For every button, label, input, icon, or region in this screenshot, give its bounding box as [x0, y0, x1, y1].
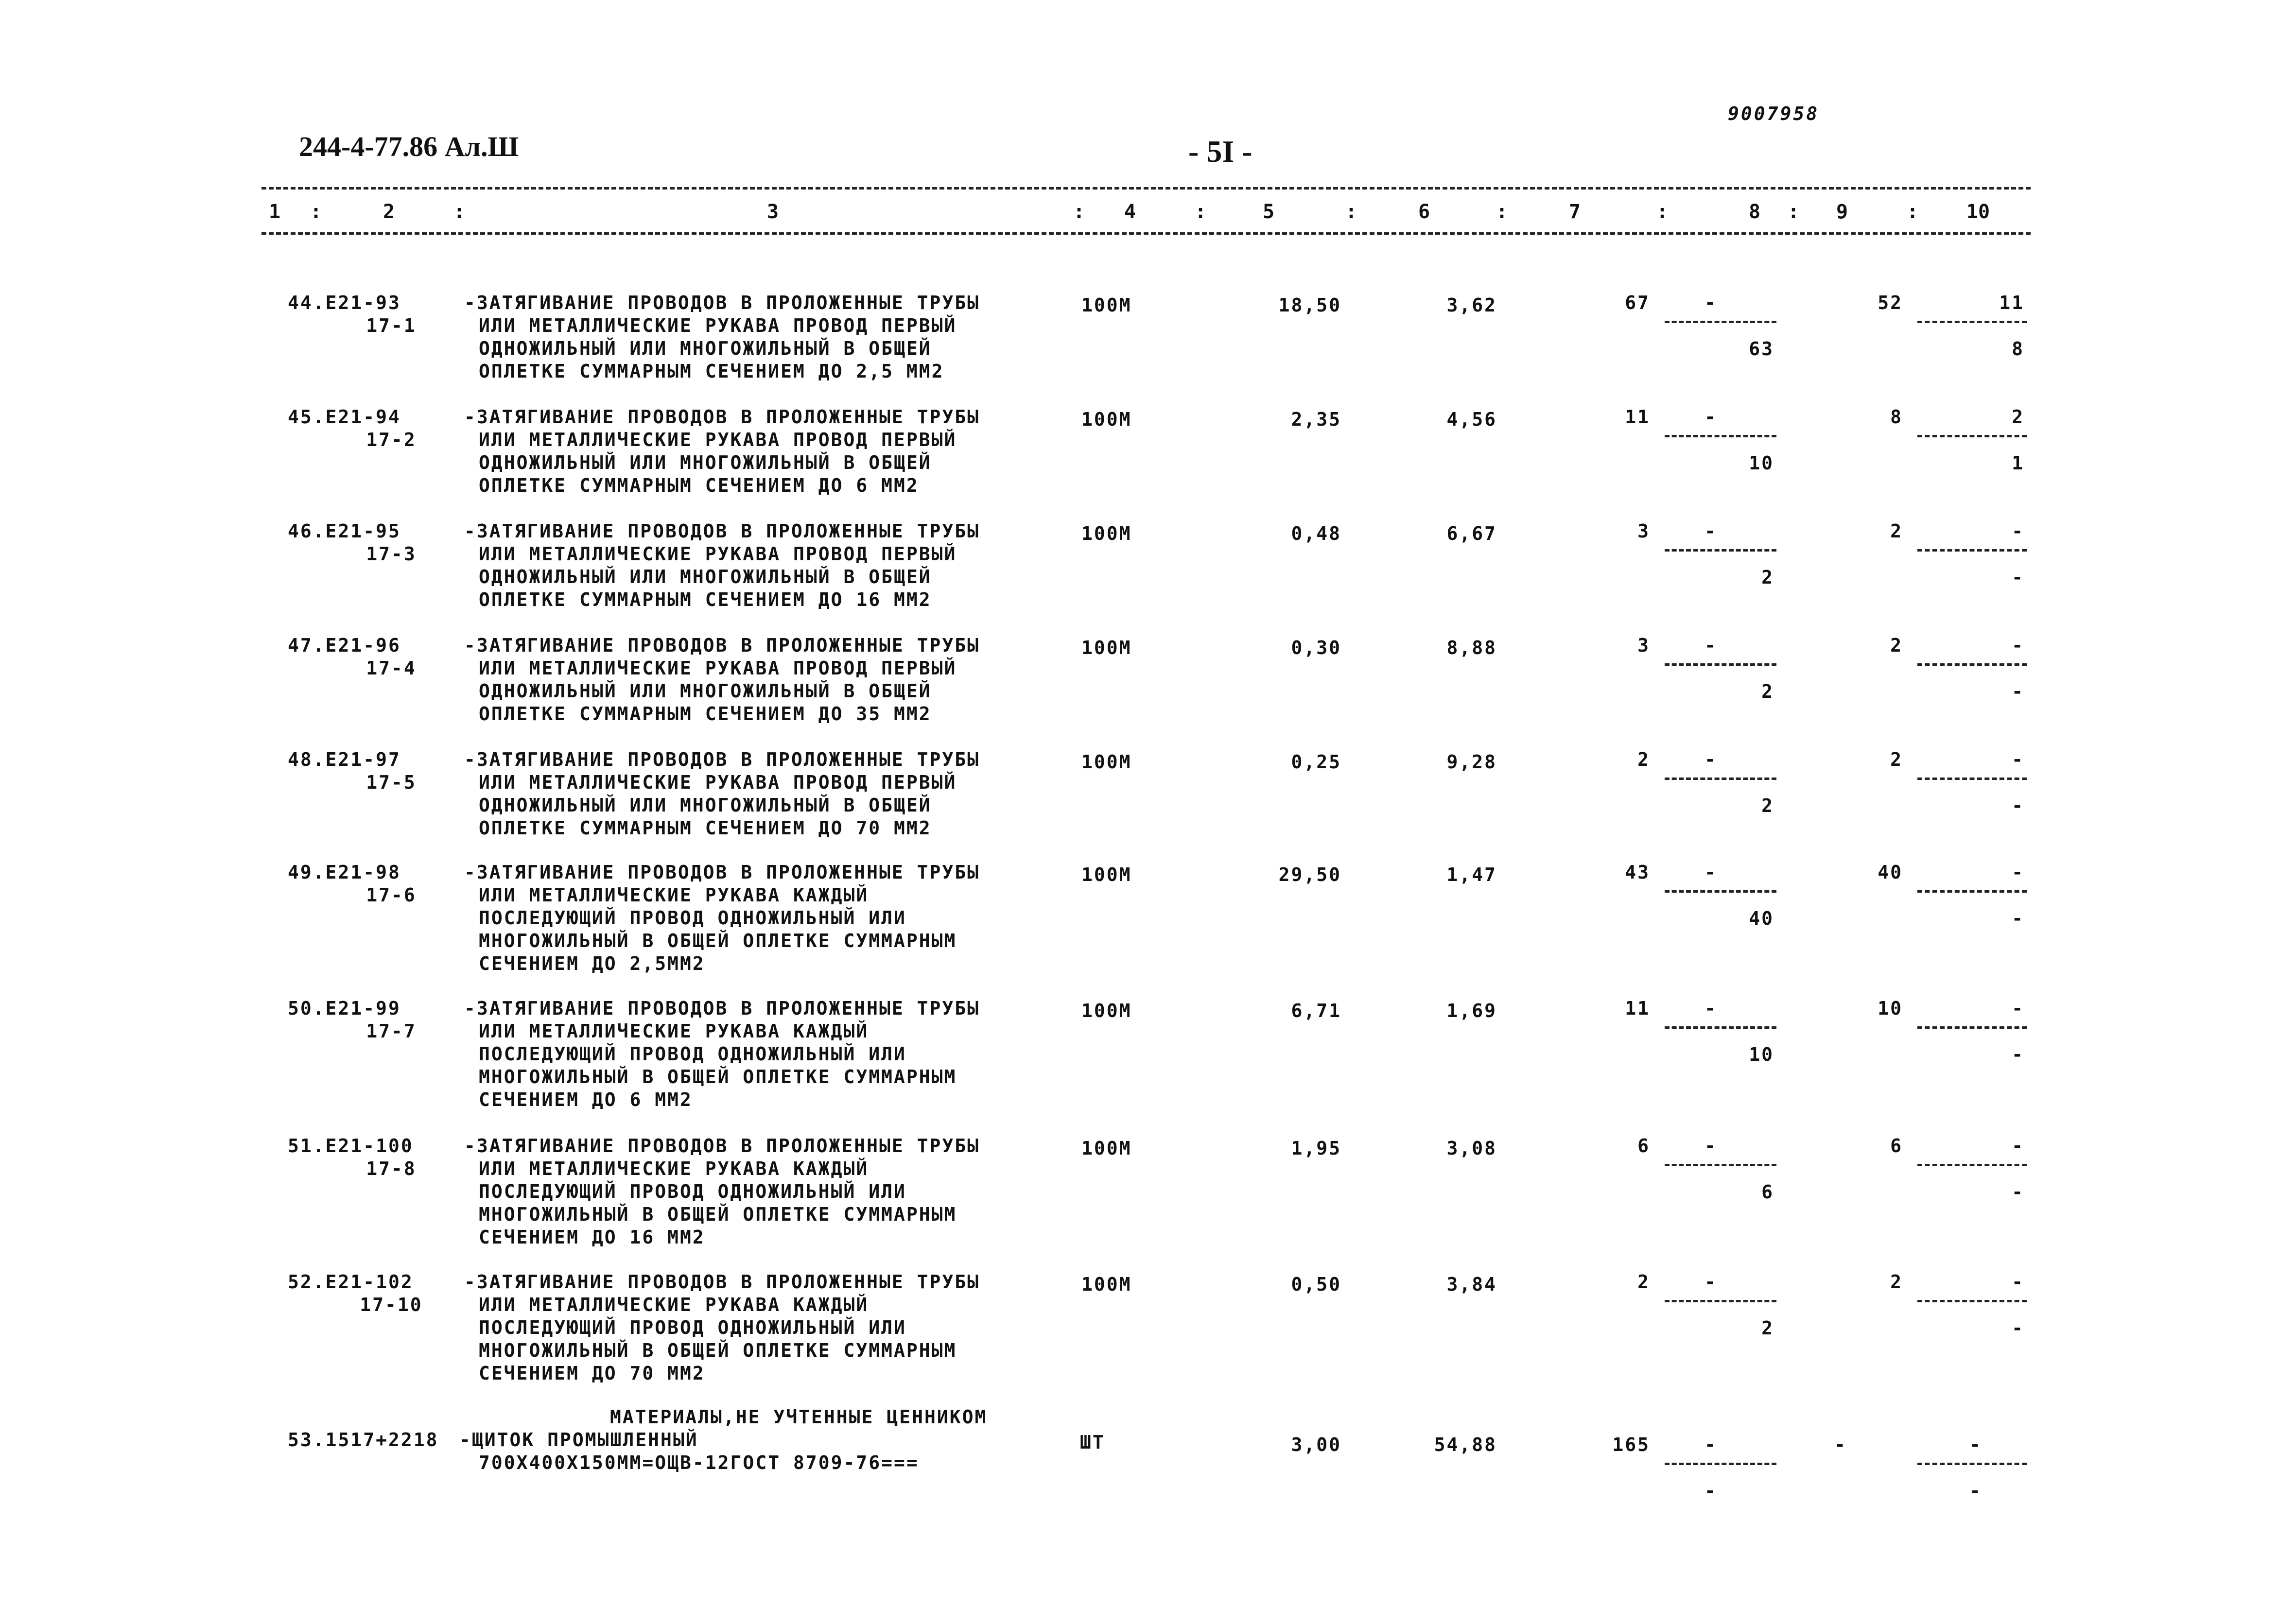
row-description-line: ОПЛЕТКЕ СУММАРНЫМ СЕЧЕНИЕМ ДО 6 ММ2: [479, 475, 919, 496]
row-number: 49.Е21-98: [288, 862, 401, 883]
col8-top-cell: -: [1705, 1434, 1717, 1455]
unit-cell: 100М: [1081, 864, 1132, 885]
quantity-cell: 3,00: [1291, 1434, 1341, 1455]
row-description-line: ОДНОЖИЛЬНЫЙ ИЛИ МНОГОЖИЛЬНЫЙ В ОБЩЕЙ: [479, 338, 932, 359]
row-description-line: -ЗАТЯГИВАНИЕ ПРОВОДОВ В ПРОЛОЖЕННЫЕ ТРУБЫ: [464, 635, 980, 656]
row-description-line: ИЛИ МЕТАЛЛИЧЕСКИЕ РУКАВА КАЖДЫЙ: [479, 1294, 869, 1315]
price-cell: 3,84: [1446, 1274, 1497, 1295]
col9-cell: -: [1834, 1434, 1847, 1455]
price-cell: 8,88: [1446, 637, 1497, 658]
column-separator: :: [1787, 201, 1800, 223]
row-code: 17-4: [366, 657, 417, 679]
col10-fraction-line: [1917, 1300, 2027, 1302]
col8-fraction-line: [1665, 1300, 1776, 1302]
col10-bottom-cell: -: [1969, 1480, 1982, 1502]
column-separator: :: [1194, 201, 1207, 223]
col8-top-cell: -: [1705, 1135, 1717, 1157]
row-description-line: ИЛИ МЕТАЛЛИЧЕСКИЕ РУКАВА ПРОВОД ПЕРВЫЙ: [479, 315, 957, 336]
quantity-cell: 6,71: [1291, 1000, 1341, 1021]
col8-top-cell: -: [1705, 520, 1717, 542]
col10-bottom-cell: -: [2012, 567, 2024, 588]
col8-top-cell: -: [1705, 998, 1717, 1019]
col9-cell: 2: [1890, 520, 1903, 542]
col10-fraction-line: [1917, 890, 2027, 893]
row-description-line: ИЛИ МЕТАЛЛИЧЕСКИЕ РУКАВА ПРОВОД ПЕРВЫЙ: [479, 772, 957, 793]
col7-cell: 2: [1637, 749, 1650, 770]
col10-fraction-line: [1917, 321, 2027, 323]
quantity-cell: 29,50: [1278, 864, 1341, 885]
col7-cell: 3: [1637, 635, 1650, 656]
row-code: 17-7: [366, 1020, 417, 1042]
col10-bottom-cell: -: [2012, 681, 2024, 702]
col8-top-cell: -: [1705, 635, 1717, 656]
row-description-line: МНОГОЖИЛЬНЫЙ В ОБЩЕЙ ОПЛЕТКЕ СУММАРНЫМ: [479, 1340, 957, 1361]
header-top-rule: [261, 187, 2031, 190]
row-description-line: СЕЧЕНИЕМ ДО 16 ММ2: [479, 1227, 705, 1248]
row-description-line: СЕЧЕНИЕМ ДО 6 ММ2: [479, 1089, 693, 1110]
row-description-line: ОДНОЖИЛЬНЫЙ ИЛИ МНОГОЖИЛЬНЫЙ В ОБЩЕЙ: [479, 452, 932, 473]
row-code: 17-3: [366, 543, 417, 565]
col8-top-cell: -: [1705, 292, 1717, 313]
col10-fraction-line: [1917, 1463, 2027, 1465]
column-separator: :: [453, 201, 466, 223]
column-header-8: 8: [1748, 201, 1761, 223]
unit-cell: 100М: [1081, 409, 1132, 430]
unit-cell: 100М: [1081, 637, 1132, 658]
col8-bottom-cell: 6: [1761, 1181, 1774, 1203]
row-description-line: ОПЛЕТКЕ СУММАРНЫМ СЕЧЕНИЕМ ДО 70 ММ2: [479, 817, 932, 839]
col8-bottom-cell: 63: [1749, 338, 1774, 360]
row-description-line: ИЛИ МЕТАЛЛИЧЕСКИЕ РУКАВА ПРОВОД ПЕРВЫЙ: [479, 543, 957, 565]
row-description-line: -ЗАТЯГИВАНИЕ ПРОВОДОВ В ПРОЛОЖЕННЫЕ ТРУБЫ: [464, 998, 980, 1019]
row-description-line: ИЛИ МЕТАЛЛИЧЕСКИЕ РУКАВА КАЖДЫЙ: [479, 884, 869, 906]
unit-cell: 100М: [1081, 751, 1132, 773]
col8-fraction-line: [1665, 1164, 1776, 1166]
column-header-4: 4: [1124, 201, 1136, 223]
quantity-cell: 18,50: [1278, 294, 1341, 316]
col10-fraction-line: [1917, 778, 2027, 780]
row-description-line: -ЗАТЯГИВАНИЕ ПРОВОДОВ В ПРОЛОЖЕННЫЕ ТРУБЫ: [464, 749, 980, 770]
unit-cell: 100М: [1081, 294, 1132, 316]
document-code: 244-4-77.86 Ал.Ш: [299, 131, 519, 162]
col10-bottom-cell: -: [2012, 795, 2024, 816]
row-description-line: ИЛИ МЕТАЛЛИЧЕСКИЕ РУКАВА КАЖДЫЙ: [479, 1158, 869, 1179]
row-description-line: ИЛИ МЕТАЛЛИЧЕСКИЕ РУКАВА ПРОВОД ПЕРВЫЙ: [479, 657, 957, 679]
col8-bottom-cell: 40: [1749, 908, 1774, 929]
col10-top-cell: -: [2012, 1271, 2024, 1293]
column-separator: :: [1906, 201, 1919, 223]
col7-cell: 3: [1637, 520, 1650, 542]
row-description-line: ОПЛЕТКЕ СУММАРНЫМ СЕЧЕНИЕМ ДО 35 ММ2: [479, 703, 932, 725]
col10-top-cell: 2: [2012, 406, 2024, 428]
row-description-line: -ЗАТЯГИВАНИЕ ПРОВОДОВ В ПРОЛОЖЕННЫЕ ТРУБЫ: [464, 862, 980, 883]
col7-cell: 11: [1625, 998, 1650, 1019]
col8-top-cell: -: [1705, 1271, 1717, 1293]
row-code: 17-1: [366, 315, 417, 336]
column-separator: :: [310, 201, 322, 223]
row-description-line: ОДНОЖИЛЬНЫЙ ИЛИ МНОГОЖИЛЬНЫЙ В ОБЩЕЙ: [479, 795, 932, 816]
row-description-line: ОПЛЕТКЕ СУММАРНЫМ СЕЧЕНИЕМ ДО 16 ММ2: [479, 589, 932, 610]
col8-fraction-line: [1665, 1463, 1776, 1465]
col7-cell: 2: [1637, 1271, 1650, 1293]
column-header-6: 6: [1418, 201, 1430, 223]
quantity-cell: 0,25: [1291, 751, 1341, 773]
col10-bottom-cell: -: [2012, 1044, 2024, 1065]
col10-bottom-cell: -: [2012, 1181, 2024, 1203]
row-code: 17-5: [366, 772, 417, 793]
row-code: 17-6: [366, 884, 417, 906]
col8-fraction-line: [1665, 1026, 1776, 1029]
materials-heading: МАТЕРИАЛЫ,НЕ УЧТЕННЫЕ ЦЕННИКОМ: [610, 1406, 988, 1428]
col9-cell: 2: [1890, 1271, 1903, 1293]
row-description-line: -ЩИТОК ПРОМЫШЛЕННЫЙ: [459, 1429, 698, 1451]
row-description-line: ПОСЛЕДУЮЩИЙ ПРОВОД ОДНОЖИЛЬНЫЙ ИЛИ: [479, 1043, 906, 1065]
col10-bottom-cell: 8: [2012, 338, 2024, 360]
column-separator: :: [1073, 201, 1085, 223]
col10-fraction-line: [1917, 1026, 2027, 1029]
row-description-line: ПОСЛЕДУЮЩИЙ ПРОВОД ОДНОЖИЛЬНЫЙ ИЛИ: [479, 1317, 906, 1338]
row-description-line: ИЛИ МЕТАЛЛИЧЕСКИЕ РУКАВА ПРОВОД ПЕРВЫЙ: [479, 429, 957, 450]
col10-bottom-cell: -: [2012, 908, 2024, 929]
col10-top-cell: -: [2012, 520, 2024, 542]
col8-fraction-line: [1665, 435, 1776, 437]
col8-top-cell: -: [1705, 749, 1717, 770]
col10-top-cell: -: [2012, 862, 2024, 883]
column-header-10: 10: [1966, 201, 1990, 223]
quantity-cell: 0,50: [1291, 1274, 1341, 1295]
quantity-cell: 0,30: [1291, 637, 1341, 658]
col8-bottom-cell: -: [1705, 1480, 1717, 1502]
col8-fraction-line: [1665, 663, 1776, 666]
col8-fraction-line: [1665, 890, 1776, 893]
col10-fraction-line: [1917, 549, 2027, 552]
col8-fraction-line: [1665, 778, 1776, 780]
row-description-line: МНОГОЖИЛЬНЫЙ В ОБЩЕЙ ОПЛЕТКЕ СУММАРНЫМ: [479, 1204, 957, 1225]
col8-fraction-line: [1665, 549, 1776, 552]
col8-bottom-cell: 2: [1761, 567, 1774, 588]
row-number: 46.Е21-95: [288, 520, 401, 542]
col8-bottom-cell: 10: [1749, 1044, 1774, 1065]
col10-fraction-line: [1917, 663, 2027, 666]
col10-top-cell: -: [1969, 1434, 1982, 1455]
row-description-line: ПОСЛЕДУЮЩИЙ ПРОВОД ОДНОЖИЛЬНЫЙ ИЛИ: [479, 907, 906, 929]
row-number: 47.Е21-96: [288, 635, 401, 656]
col10-top-cell: -: [2012, 998, 2024, 1019]
row-description-line: -ЗАТЯГИВАНИЕ ПРОВОДОВ В ПРОЛОЖЕННЫЕ ТРУБЫ: [464, 1271, 980, 1293]
unit-cell: 100М: [1081, 1138, 1132, 1159]
quantity-cell: 0,48: [1291, 523, 1341, 544]
row-description-line: 700Х400Х150ММ=ОЩВ-12ГОСТ 8709-76===: [479, 1452, 919, 1473]
price-cell: 3,62: [1446, 294, 1497, 316]
col9-cell: 6: [1890, 1135, 1903, 1157]
row-description-line: -ЗАТЯГИВАНИЕ ПРОВОДОВ В ПРОЛОЖЕННЫЕ ТРУБЫ: [464, 292, 980, 313]
column-header-1: 1: [268, 201, 281, 223]
row-description-line: -ЗАТЯГИВАНИЕ ПРОВОДОВ В ПРОЛОЖЕННЫЕ ТРУБЫ: [464, 1135, 980, 1157]
row-description-line: ОПЛЕТКЕ СУММАРНЫМ СЕЧЕНИЕМ ДО 2,5 ММ2: [479, 361, 944, 382]
col9-cell: 2: [1890, 749, 1903, 770]
col10-top-cell: -: [2012, 749, 2024, 770]
col9-cell: 10: [1878, 998, 1903, 1019]
archive-stamp: 9007958: [1728, 103, 1820, 124]
column-header-5: 5: [1262, 201, 1275, 223]
page-number: - 5I -: [1188, 134, 1252, 169]
row-number: 44.Е21-93: [288, 292, 401, 313]
column-header-9: 9: [1836, 201, 1848, 223]
price-cell: 3,08: [1446, 1138, 1497, 1159]
price-cell: 1,47: [1446, 864, 1497, 885]
price-cell: 54,88: [1434, 1434, 1497, 1455]
row-description-line: МНОГОЖИЛЬНЫЙ В ОБЩЕЙ ОПЛЕТКЕ СУММАРНЫМ: [479, 930, 957, 951]
row-code: 17-8: [366, 1158, 417, 1179]
price-cell: 1,69: [1446, 1000, 1497, 1021]
row-number: 45.Е21-94: [288, 406, 401, 428]
unit-cell: 100М: [1081, 1274, 1132, 1295]
row-code: 17-10: [360, 1294, 423, 1315]
col10-bottom-cell: 1: [2012, 452, 2024, 474]
row-description-line: ИЛИ МЕТАЛЛИЧЕСКИЕ РУКАВА КАЖДЫЙ: [479, 1020, 869, 1042]
col9-cell: 2: [1890, 635, 1903, 656]
row-description-line: СЕЧЕНИЕМ ДО 2,5ММ2: [479, 953, 705, 974]
col7-cell: 67: [1625, 292, 1650, 313]
col7-cell: 11: [1625, 406, 1650, 428]
col10-bottom-cell: -: [2012, 1317, 2024, 1339]
row-code: 17-2: [366, 429, 417, 450]
row-number: 50.Е21-99: [288, 998, 401, 1019]
column-header-7: 7: [1568, 201, 1581, 223]
row-description-line: ПОСЛЕДУЮЩИЙ ПРОВОД ОДНОЖИЛЬНЫЙ ИЛИ: [479, 1181, 906, 1202]
col10-top-cell: -: [2012, 1135, 2024, 1157]
col10-fraction-line: [1917, 1164, 2027, 1166]
col7-cell: 6: [1637, 1135, 1650, 1157]
price-cell: 6,67: [1446, 523, 1497, 544]
col7-cell: 165: [1612, 1434, 1650, 1455]
unit-cell: 100М: [1081, 1000, 1132, 1021]
row-number: 48.Е21-97: [288, 749, 401, 770]
col8-bottom-cell: 2: [1761, 681, 1774, 702]
unit-cell: ШТ: [1080, 1432, 1105, 1453]
unit-cell: 100М: [1081, 523, 1132, 544]
col9-cell: 40: [1878, 862, 1903, 883]
column-header-3: 3: [766, 201, 779, 223]
column-separator: :: [1496, 201, 1508, 223]
col9-cell: 52: [1878, 292, 1903, 313]
col8-fraction-line: [1665, 321, 1776, 323]
col7-cell: 43: [1625, 862, 1650, 883]
col10-top-cell: -: [2012, 635, 2024, 656]
column-header-2: 2: [383, 201, 395, 223]
col8-bottom-cell: 10: [1749, 452, 1774, 474]
col8-top-cell: -: [1705, 862, 1717, 883]
header-bottom-rule: [261, 232, 2031, 235]
row-number: 51.Е21-100: [288, 1135, 414, 1157]
row-description-line: -ЗАТЯГИВАНИЕ ПРОВОДОВ В ПРОЛОЖЕННЫЕ ТРУБЫ: [464, 406, 980, 428]
row-number: 53.1517+2218: [288, 1429, 439, 1451]
row-description-line: ОДНОЖИЛЬНЫЙ ИЛИ МНОГОЖИЛЬНЫЙ В ОБЩЕЙ: [479, 680, 932, 702]
quantity-cell: 2,35: [1291, 409, 1341, 430]
col8-top-cell: -: [1705, 406, 1717, 428]
column-separator: :: [1345, 201, 1357, 223]
column-separator: :: [1656, 201, 1669, 223]
row-description-line: МНОГОЖИЛЬНЫЙ В ОБЩЕЙ ОПЛЕТКЕ СУММАРНЫМ: [479, 1066, 957, 1088]
col9-cell: 8: [1890, 406, 1903, 428]
price-cell: 4,56: [1446, 409, 1497, 430]
col8-bottom-cell: 2: [1761, 1317, 1774, 1339]
col10-fraction-line: [1917, 435, 2027, 437]
col10-top-cell: 11: [1999, 292, 2024, 313]
col8-bottom-cell: 2: [1761, 795, 1774, 816]
row-number: 52.Е21-102: [288, 1271, 414, 1293]
price-cell: 9,28: [1446, 751, 1497, 773]
row-description-line: СЕЧЕНИЕМ ДО 70 ММ2: [479, 1363, 705, 1384]
quantity-cell: 1,95: [1291, 1138, 1341, 1159]
row-description-line: -ЗАТЯГИВАНИЕ ПРОВОДОВ В ПРОЛОЖЕННЫЕ ТРУБЫ: [464, 520, 980, 542]
row-description-line: ОДНОЖИЛЬНЫЙ ИЛИ МНОГОЖИЛЬНЫЙ В ОБЩЕЙ: [479, 566, 932, 588]
